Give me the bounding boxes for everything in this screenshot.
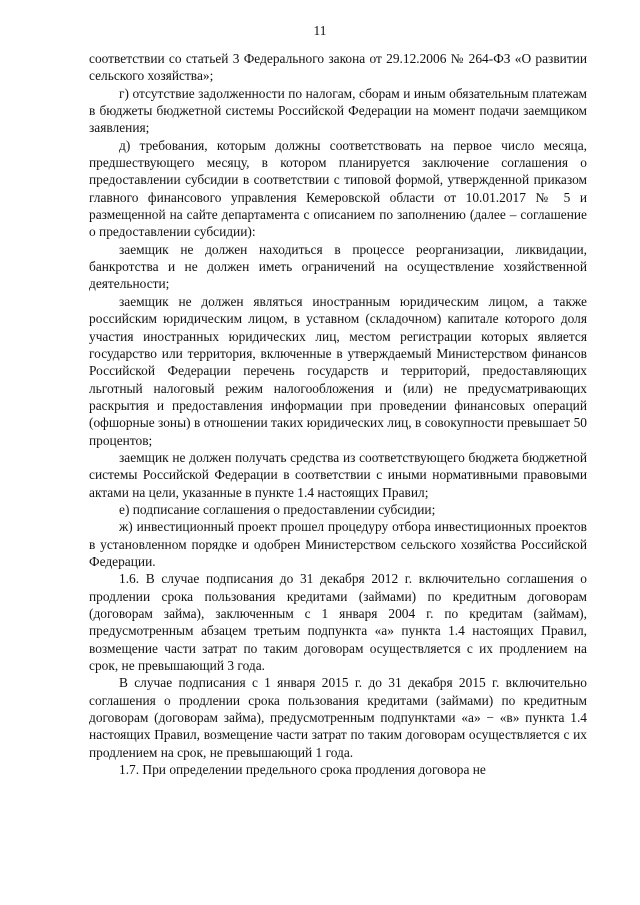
paragraph-requirement-reorganization: заемщик не должен находиться в процессе реорганизации, ликвидации, банкротства и не должен иметь ограничений на осуществление хозяйственной деятельности; bbox=[89, 241, 587, 292]
paragraph-item-d: д) требования, которым должны соответствовать на первое число месяца, предшествующего месяцу, в котором планируется заключение соглашения о предоставлении субсидии в соответствии с типовой формой, утвержденной приказом главного финансового управления Кемеровской области от 10.01.2017 № 5 и размещенной на сайте департамента с описанием по заполнению (далее – соглашение о предоставлении субсидии): bbox=[89, 137, 587, 240]
paragraph-1-6: 1.6. В случае подписания до 31 декабря 2012 г. включительно соглашения о продлении срока пользования кредитами (займами) по кредитным договорам (договорам займа), заключенным с 1 января 2004 г. по кредитам (займам), предусмотренным абзацем третьим подпункта «а» пункта 1.4 настоящих Правил, возмещение части затрат по таким договорам осуществляется с их продлением на срок, не превышающий 3 года. bbox=[89, 571, 587, 674]
document-body bbox=[89, 50, 587, 778]
paragraph-item-e: е) подписание соглашения о предоставлении субсидии; bbox=[119, 501, 436, 517]
paragraph-requirement-foreign-entity: заемщик не должен являться иностранным юридическим лицом, а также российским юридическим лицом, в уставном (складочном) капитале которого доля участия иностранных юридических лиц, местом регистрации которых является государство или территория, включенные в утверждаемый Министерством финансов Российской Федерации перечень государств и территорий, предоставляющих льготный налоговый режим налогообложения и (или) не предусматривающих раскрытия и предоставления информации при проведении финансовых операций (офшорные зоны) в отношении таких юридических лиц, в совокупности превышает 50 процентов; bbox=[89, 293, 587, 448]
page-number: 11 bbox=[313, 23, 327, 38]
paragraph-1-7: 1.7. При определении предельного срока продления договора не bbox=[119, 762, 486, 778]
paragraph-item-g: г) отсутствие задолженности по налогам, сборам и иным обязательным платежам в бюджеты бюджетной системы Российской Федерации на момент подачи заемщиком заявления; bbox=[89, 85, 587, 136]
paragraph-item-zh: ж) инвестиционный проект прошел процедуру отбора инвестиционных проектов в установленном порядке и одобрен Министерством сельского хозяйства Российской Федерации. bbox=[89, 519, 587, 569]
paragraph-2015-extension: В случае подписания с 1 января 2015 г. до 31 декабря 2015 г. включительно соглашения о продлении срока пользования кредитами (займами) по кредитным договорам (договорам займа), предусмотренным подпунктами «а» − «в» пункта 1.4 настоящих Правил, возмещение части затрат по таким договорам осуществляется с их продлением на срок, не превышающий 1 года. bbox=[89, 675, 587, 760]
paragraph-requirement-budget-funds: заемщик не должен получать средства из соответствующего бюджета бюджетной системы Российской Федерации в соответствии с иными нормативными правовыми актами на цели, указанные в пункте 1.4 настоящих Правил; bbox=[89, 449, 587, 500]
paragraph-continuation: соответствии со статьей 3 Федерального закона от 29.12.2006 № 264-ФЗ «О развитии сельского хозяйства»; bbox=[89, 51, 587, 84]
